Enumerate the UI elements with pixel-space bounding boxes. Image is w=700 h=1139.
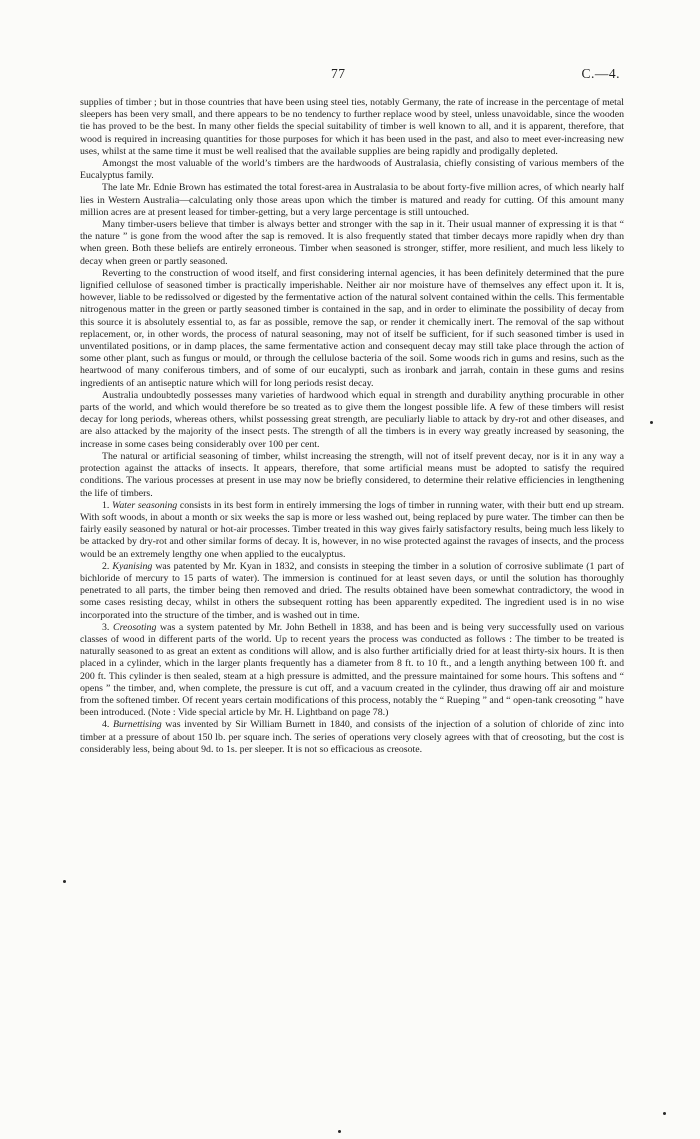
paragraph-timber-supplies: supplies of timber ; but in those countries that have been using steel ties, notably Germany, the rate of increase in the percentage of metal sleepers has been very small, and there appears to be no tendency to further replace wood by steel, unless unavoidable, since the wooden tie has proved to be the best. In many other fields the special suitability of timber is well known to all, and it is apparent, therefore, that wood is required in increasing quantities for those purposes for which it has been used in the past, and also to meet ever-increasing new uses, whilst at the same time it must be well realised that the available supplies are being rapidly and prodigally depleted. <box>80 97 624 157</box>
process-number: 1. <box>102 499 110 511</box>
process-term: Creosoting <box>113 621 157 633</box>
paragraph-australasian-hardwoods: Amongst the most valuable of the world’s timbers are the hardwoods of Australasia, chiefly consisting of various members of the Eucalyptus family. <box>80 158 624 182</box>
body-text <box>80 97 624 756</box>
process-water-seasoning <box>80 500 624 561</box>
page-number: 77 <box>331 66 346 81</box>
process-term: Kyanising <box>112 560 153 572</box>
scan-speck <box>650 421 653 424</box>
scan-speck <box>63 880 66 883</box>
process-creosoting <box>80 622 624 720</box>
paragraph-wood-construction: Reverting to the construction of wood itself, and first considering internal agencies, it has been definitely determined that the pure lignified cellulose of seasoned timber is practically imperishable. Neither air nor moisture have of themselves any effect upon it. It is, however, liable to be redissolved or digested by the fermentative action of the natural solvent contained within the cells. This fermentable nitrogenous matter in the green or partly seasoned timber is contained in the sap, and in order to eliminate the possibility of decay from this source it is absolutely essential to, as far as possible, remove the sap, or render it chemically inert. The removal of the sap without replacement, or, in other words, the process of natural seasoning, may not of itself be sufficient, for if such seasoned timber is used in unventilated positions, or in damp places, the same fermentative action and consequent decay may still take place through the action of some other plant, such as fungus or mould, or through the cellulose bacteria of the soil. Some woods rich in gums and resins, such as the heartwood of many coniferous timbers, and of some of our eucalypti, such as ironbark and jarrah, contain in these gums and resins ingredients of an antiseptic nature which will for long periods resist decay. <box>80 267 624 389</box>
document-reference: C.—4. <box>581 66 620 81</box>
scan-speck <box>663 1112 666 1115</box>
process-term: Water seasoning <box>112 499 178 511</box>
process-description: was invented by Sir William Burnett in 1840, and consists of the injection of a solution of chloride of zinc into timber at a pressure of about 150 lb. per square inch. The series of operations very closely agrees with that of creosoting, but the cost is considerably less, being about 9d. to 1s. per sleeper. It is not so efficacious as creosote. <box>80 719 624 755</box>
process-number: 3. <box>102 621 110 633</box>
paragraph-forest-area: The late Mr. Ednie Brown has estimated the total forest-area in Australasia to be about forty-five million acres, of which nearly half lies in Western Australia—calculating only those areas upon which the timber is matured and ready for cutting. Of this amount many million acres are at present leased for timber-getting, but a very large percentage is still untouched. <box>80 182 624 218</box>
process-number: 4. <box>102 719 110 731</box>
process-description: was patented by Mr. Kyan in 1832, and consists in steeping the timber in a solution of corrosive sublimate (1 part of bichloride of mercury to 15 parts of water). The immersion is continued for at least seven days, or until the solution has thoroughly penetrated to all parts, the timber being then removed and dried. The results obtained have been somewhat contradictory, the wood in some cases resisting decay, whilst in others the subsequent rotting has been apparently expedited. The ingredient used is in no wise incorporated into the structure of the timber, and is washed out in time. <box>80 560 624 621</box>
process-description: was a system patented by Mr. John Bethell in 1838, and has been and is being very successfully used on various classes of wood in different parts of the world. Up to recent years the process was conducted as follows : The timber to be treated is naturally seasoned to as great an extent as conditions will allow, and is also further artificially dried for at least thirty-six hours. It is then placed in a cylinder, which in the larger plants frequently has a diameter from 8 ft. to 10 ft., and a length anything between 100 ft. and 200 ft. This cylinder is then sealed, steam at a high pressure is admitted, and the pressure maintained for some hours. This softens and “ opens ” the timber, and, when complete, the pressure is cut off, and a vacuum created in the cylinder, thus drawing off air and moisture from the softened timber. Of recent years certain modifications of this process, notably the “ Rueping ” and “ open-tank creosoting ” have been introduced. (Note : Vide special article by Mr. H. Lightband on page 78.) <box>80 621 624 719</box>
scan-speck <box>338 1130 341 1133</box>
process-number: 2. <box>102 560 110 572</box>
process-description: consists in its best form in entirely immersing the logs of timber in running water, with their butt end up stream. With soft woods, in about a month or six weeks the sap is more or less washed out, being replaced by pure water. The timber can then be fairly easily seasoned by natural or hot-air processes. Timber treated in this way gives fairly satisfactory results, being much less likely to be attacked by dry-rot and other similar forms of decay. It is, however, in no wise protected against the ravages of insects, and the process would be an extremely lengthy one when applied to the eucalyptus. <box>80 499 624 560</box>
process-kyanising <box>80 561 624 622</box>
paragraph-sap-beliefs: Many timber-users believe that timber is always better and stronger with the sap in it. Their usual manner of expressing it is that “ the nature ” is gone from the wood after the sap is removed. It is also frequently stated that timber decays more rapidly when dry than when green. Both these beliefs are entirely erroneous. Timber when seasoned is stronger, stiffer, more resilient, and much less likely to decay when green or partly seasoned. <box>80 219 624 267</box>
paragraph-australian-varieties: Australia undoubtedly possesses many varieties of hardwood which equal in strength and durability anything procurable in other parts of the world, and which would therefore be so treated as to give them the longest possible life. A few of these timbers will resist decay for long periods, whereas others, whilst possessing great strength, are peculiarly liable to attack by dry-rot and other diseases, and are also attacked by the majority of the insect pests. The strength of all the timbers is in every way greatly increased by seasoning, the increase in some cases being considerably over 100 per cent. <box>80 389 624 450</box>
paragraph-seasoning: The natural or artificial seasoning of timber, whilst increasing the strength, will not of itself prevent decay, nor is it in any way a protection against the attacks of insects. It appears, therefore, that some artificial means must be adopted to satisfy the required conditions. The various processes at present in use may now be briefly considered, to determine their relative efficiencies in lengthening the life of timbers. <box>80 450 624 499</box>
page-header <box>0 66 700 82</box>
process-term: Burnettising <box>113 719 162 731</box>
process-burnettising <box>80 719 624 756</box>
